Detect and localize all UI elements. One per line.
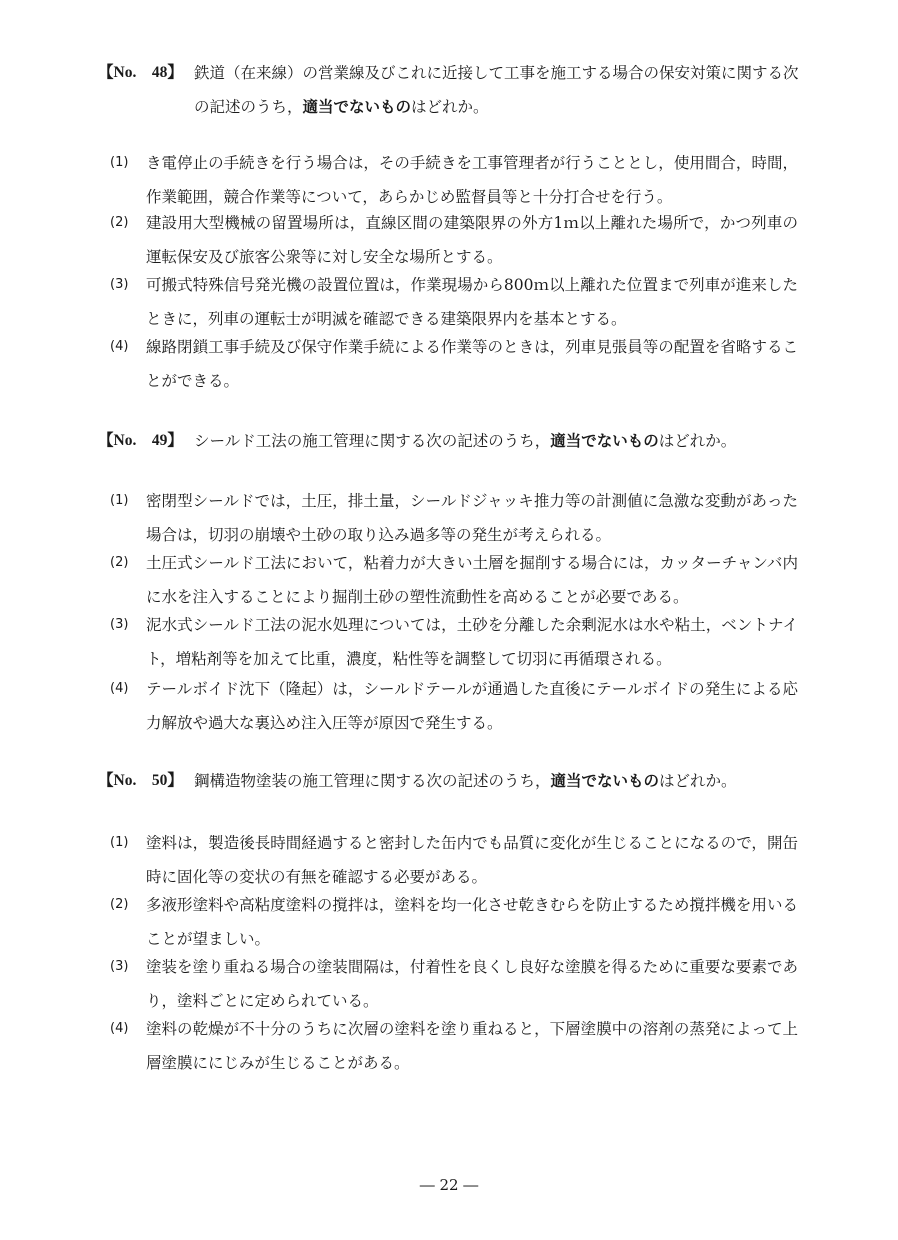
choice-text: テールボイド沈下（隆起）は，シールドテールが通過した直後にテールボイドの発生による応力解放や過大な裏込め注入圧等が原因で発生する。 [146,680,798,732]
choice-label: (1) [110,835,129,850]
choice-text: き電停止の手続きを行う場合は，その手続きを工事管理者が行うこととし，使用間合，時間，作業範囲，競合作業等について，あらかじめ監督員等と十分打合せを行う。 [146,154,798,206]
question-49-header [98,424,810,458]
choice-text: 可搬式特殊信号発光機の設置位置は，作業現場から800ｍ以上離れた位置まで列車が進来したときに，列車の運転士が明滅を確認できる建築限界内を基本とする。 [146,276,798,328]
choice-text: 塗料は，製造後長時間経過すると密封した缶内でも品質に変化が生じることになるので，開缶時に固化等の変状の有無を確認する必要がある。 [146,834,798,886]
choice-label: (3) [110,959,129,974]
question-stem: シールド工法の施工管理に関する次の記述のうち，適当でないものはどれか。 [194,432,737,450]
choice-label: (4) [110,681,129,696]
choice-text: 線路閉鎖工事手続及び保守作業手続による作業等のときは，列車見張員等の配置を省略することができる。 [146,338,798,390]
choice-text: 建設用大型機械の留置場所は，直線区間の建築限界の外方1ｍ以上離れた場所で，かつ列車の運転保安及び旅客公衆等に対し安全な場所とする。 [146,214,798,266]
choice-48-1 [110,146,798,214]
question-48-header [98,56,810,124]
choice-49-3 [110,608,798,676]
page-number: ― 22 ― [419,1176,479,1194]
choice-49-4 [110,672,798,740]
choice-label: (2) [110,215,129,230]
choice-text: 塗料の乾燥が不十分のうちに次層の塗料を塗り重ねると，下層塗膜中の溶剤の蒸発によって上層塗膜ににじみが生じることがある。 [146,1020,798,1072]
choice-48-3 [110,268,798,336]
choice-text: 泥水式シールド工法の泥水処理については，土砂を分離した余剰泥水は水や粘土，ベントナイト，増粘剤等を加えて比重，濃度，粘性等を調整して切羽に再循環される。 [146,616,798,668]
choice-49-2 [110,546,798,614]
question-number: 【No. 50】 [98,772,183,789]
choice-text: 塗装を塗り重ねる場合の塗装間隔は，付着性を良くし良好な塗膜を得るために重要な要素であり，塗料ごとに定められている。 [146,958,798,1010]
choice-label: (1) [110,155,129,170]
question-stem: 鋼構造物塗装の施工管理に関する次の記述のうち，適当でないものはどれか。 [194,772,737,790]
choice-48-2 [110,206,798,274]
choice-label: (1) [110,493,129,508]
question-number: 【No. 48】 [98,64,183,81]
choice-label: (4) [110,339,129,354]
question-50-header [98,764,810,798]
choice-text: 土圧式シールド工法において，粘着力が大きい土層を掘削する場合には，カッターチャンバ内に水を注入することにより掘削土砂の塑性流動性を高めることが必要である。 [146,554,798,606]
choice-49-1 [110,484,798,552]
choice-label: (2) [110,897,129,912]
choice-label: (3) [110,277,129,292]
choice-48-4 [110,330,798,398]
emphasis-not-appropriate: 適当でないもの [550,432,659,450]
question-stem: 鉄道（在来線）の営業線及びこれに近接して工事を施工する場合の保安対策に関する次の記述のうち，適当でないものはどれか。 [194,64,799,116]
choice-50-3 [110,950,798,1018]
choice-label: (3) [110,617,129,632]
question-number: 【No. 49】 [98,432,183,449]
choice-text: 密閉型シールドでは，土圧，排土量，シールドジャッキ推力等の計測値に急激な変動があった場合は，切羽の崩壊や土砂の取り込み過多等の発生が考えられる。 [146,492,798,544]
choice-text: 多液形塗料や高粘度塗料の撹拌は，塗料を均一化させ乾きむらを防止するため撹拌機を用いることが望ましい。 [146,896,798,948]
choice-50-4 [110,1012,798,1080]
choice-label: (2) [110,555,129,570]
choice-50-2 [110,888,798,956]
emphasis-not-appropriate: 適当でないもの [302,98,412,116]
choice-50-1 [110,826,798,894]
emphasis-not-appropriate: 適当でないもの [550,772,660,790]
choice-label: (4) [110,1021,129,1036]
